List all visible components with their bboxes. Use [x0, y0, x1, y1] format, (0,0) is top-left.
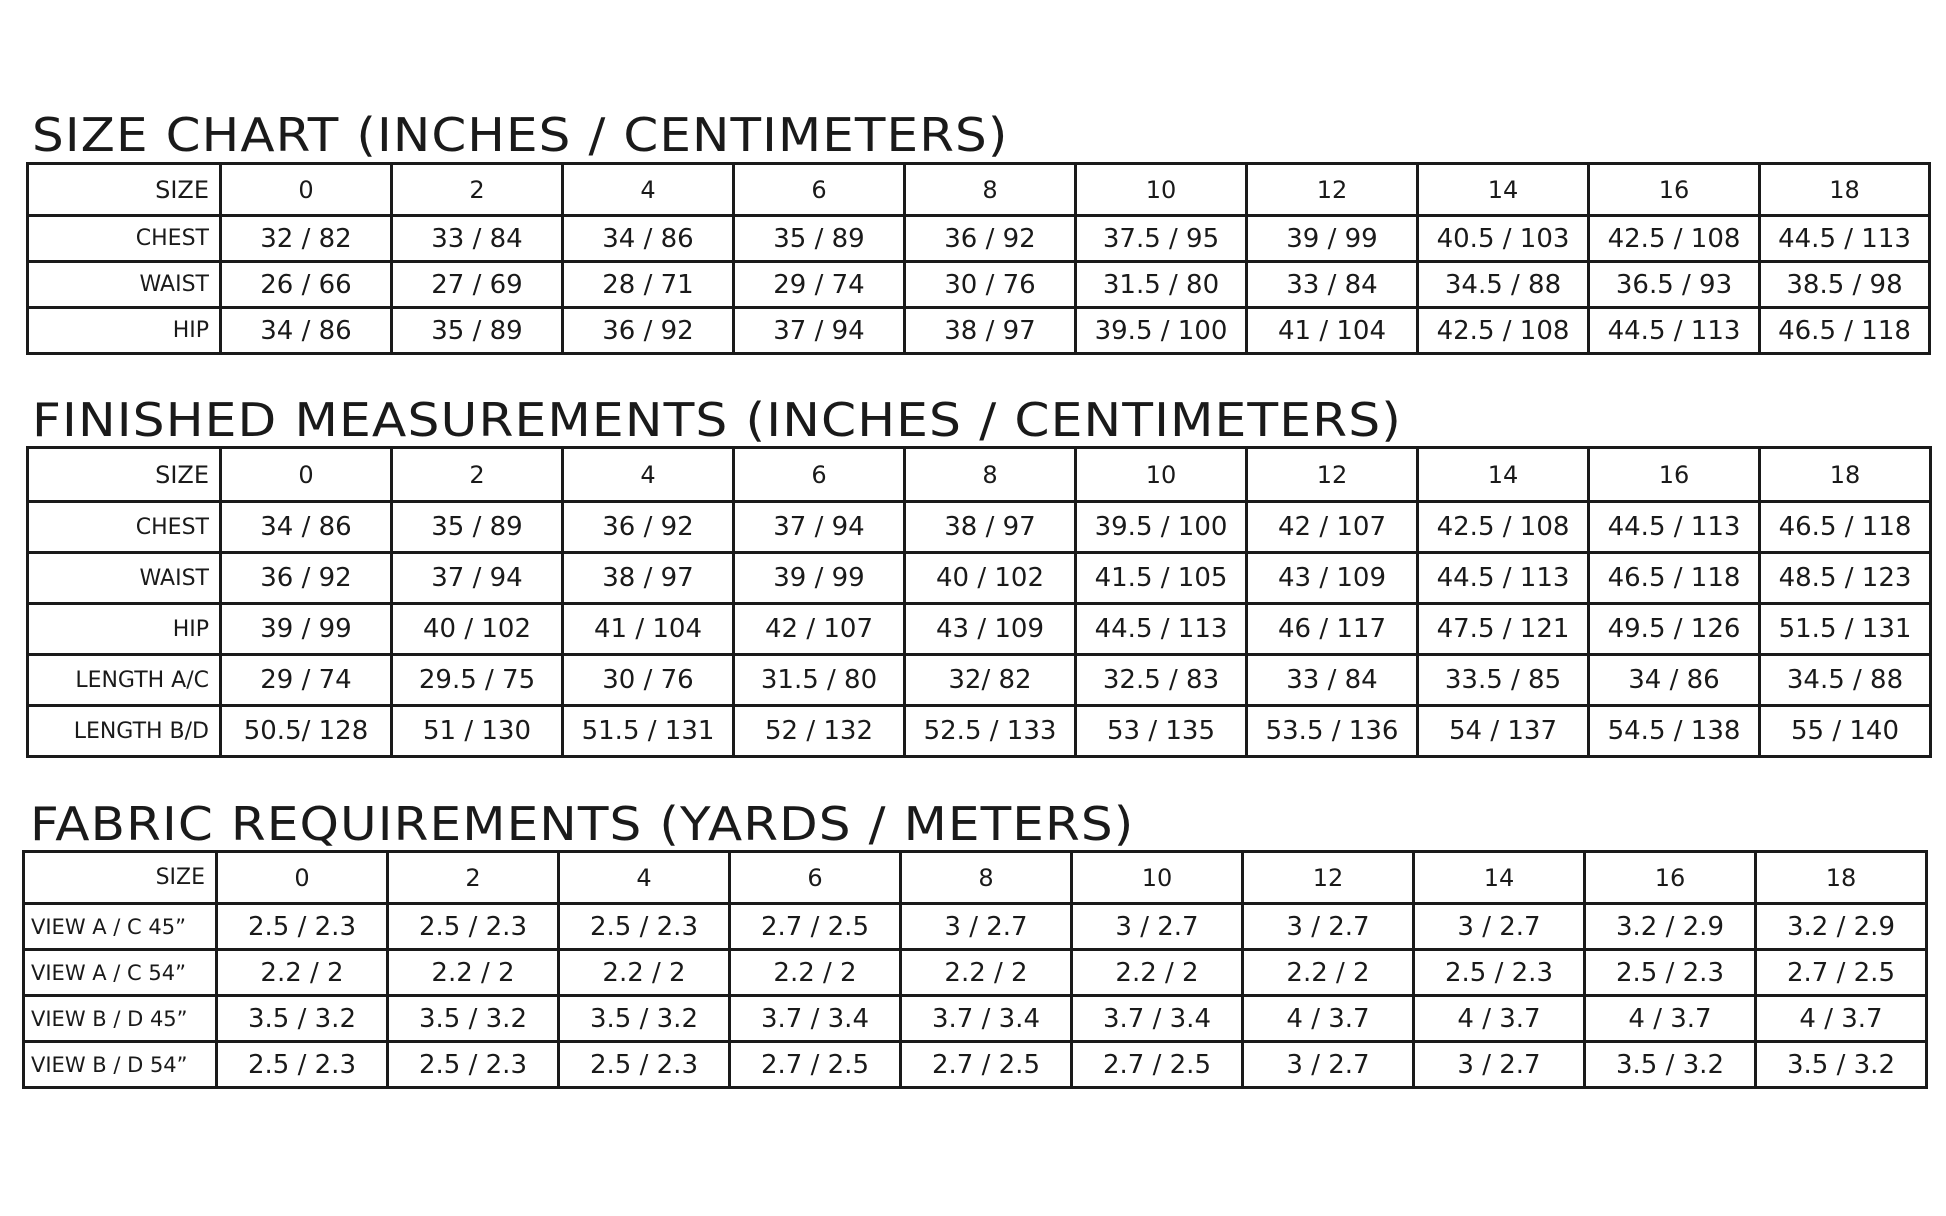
table-cell: 4 / 3.7 [1243, 996, 1414, 1042]
table-cell: 3 / 2.7 [1414, 1042, 1585, 1088]
table-cell: 44.5 / 113 [1589, 502, 1760, 553]
table-cell: 2.2 / 2 [559, 950, 730, 996]
table-cell: 34.5 / 88 [1760, 655, 1931, 706]
table-cell: 2.7 / 2.5 [1756, 950, 1927, 996]
table-cell: 41 / 104 [563, 604, 734, 655]
table-cell: 51.5 / 131 [1760, 604, 1931, 655]
table-cell: 2.7 / 2.5 [901, 1042, 1072, 1088]
table-cell: 48.5 / 123 [1760, 553, 1931, 604]
size-header: 0 [217, 852, 388, 904]
size-header: 16 [1589, 164, 1760, 216]
table-cell: 39 / 99 [1247, 216, 1418, 262]
size-header: 4 [559, 852, 730, 904]
table-row [28, 216, 1930, 262]
table-cell: 2.5 / 2.3 [388, 904, 559, 950]
table-cell: 3.5 / 3.2 [1585, 1042, 1756, 1088]
table-cell: 54.5 / 138 [1589, 706, 1760, 757]
table-cell: 44.5 / 113 [1589, 308, 1760, 354]
table-row [24, 950, 1927, 996]
table-cell: 53.5 / 136 [1247, 706, 1418, 757]
table-cell: 52 / 132 [734, 706, 905, 757]
table-cell: 46 / 117 [1247, 604, 1418, 655]
table-cell: 32 / 82 [221, 216, 392, 262]
table-cell: 4 / 3.7 [1585, 996, 1756, 1042]
table-cell: 36 / 92 [221, 553, 392, 604]
table-cell: 52.5 / 133 [905, 706, 1076, 757]
size-header-row [28, 164, 1930, 216]
size-header: 6 [734, 164, 905, 216]
row-label: CHEST [28, 216, 221, 262]
table-cell: 39 / 99 [734, 553, 905, 604]
size-chart-title: SIZE CHART (INCHES / CENTIMETERS) [32, 108, 1009, 162]
size-header: 18 [1760, 448, 1931, 502]
table-cell: 32/ 82 [905, 655, 1076, 706]
table-cell: 2.2 / 2 [217, 950, 388, 996]
table-cell: 3.7 / 3.4 [901, 996, 1072, 1042]
table-row [28, 655, 1931, 706]
table-cell: 2.5 / 2.3 [217, 1042, 388, 1088]
table-row [24, 996, 1927, 1042]
table-cell: 3 / 2.7 [901, 904, 1072, 950]
table-cell: 2.5 / 2.3 [1414, 950, 1585, 996]
size-chart-table [26, 162, 1931, 355]
size-header: 14 [1418, 164, 1589, 216]
table-cell: 2.2 / 2 [1072, 950, 1243, 996]
table-cell: 38 / 97 [563, 553, 734, 604]
size-header: 6 [730, 852, 901, 904]
table-cell: 38 / 97 [905, 502, 1076, 553]
table-cell: 30 / 76 [905, 262, 1076, 308]
table-cell: 40.5 / 103 [1418, 216, 1589, 262]
table-cell: 47.5 / 121 [1418, 604, 1589, 655]
table-cell: 40 / 102 [905, 553, 1076, 604]
table-row [28, 262, 1930, 308]
table-row [28, 604, 1931, 655]
table-cell: 42 / 107 [1247, 502, 1418, 553]
table-cell: 2.7 / 2.5 [730, 1042, 901, 1088]
table-cell: 34.5 / 88 [1418, 262, 1589, 308]
size-label: SIZE [28, 448, 221, 502]
table-cell: 33 / 84 [1247, 655, 1418, 706]
table-cell: 49.5 / 126 [1589, 604, 1760, 655]
row-label: LENGTH B/D [28, 706, 221, 757]
size-header: 8 [901, 852, 1072, 904]
row-label: VIEW B / D 54” [24, 1042, 217, 1088]
size-header: 10 [1076, 164, 1247, 216]
table-cell: 37 / 94 [734, 308, 905, 354]
table-cell: 2.2 / 2 [1243, 950, 1414, 996]
table-cell: 4 / 3.7 [1414, 996, 1585, 1042]
table-cell: 34 / 86 [221, 308, 392, 354]
table-cell: 37 / 94 [392, 553, 563, 604]
table-cell: 3 / 2.7 [1414, 904, 1585, 950]
table-cell: 30 / 76 [563, 655, 734, 706]
table-cell: 2.5 / 2.3 [388, 1042, 559, 1088]
size-header: 18 [1760, 164, 1930, 216]
size-header: 6 [734, 448, 905, 502]
row-label: VIEW A / C 54” [24, 950, 217, 996]
table-cell: 33.5 / 85 [1418, 655, 1589, 706]
table-row [28, 553, 1931, 604]
table-cell: 39.5 / 100 [1076, 502, 1247, 553]
row-label: WAIST [28, 553, 221, 604]
size-header: 12 [1247, 164, 1418, 216]
size-header: 2 [388, 852, 559, 904]
table-cell: 36 / 92 [563, 308, 734, 354]
table-cell: 29.5 / 75 [392, 655, 563, 706]
table-cell: 28 / 71 [563, 262, 734, 308]
table-cell: 37.5 / 95 [1076, 216, 1247, 262]
table-cell: 2.5 / 2.3 [217, 904, 388, 950]
row-label: VIEW A / C 45” [24, 904, 217, 950]
table-cell: 41.5 / 105 [1076, 553, 1247, 604]
table-cell: 42.5 / 108 [1418, 308, 1589, 354]
table-cell: 35 / 89 [392, 502, 563, 553]
table-row [28, 706, 1931, 757]
table-cell: 35 / 89 [734, 216, 905, 262]
table-cell: 3.2 / 2.9 [1585, 904, 1756, 950]
size-header: 4 [563, 164, 734, 216]
finished-measurements-title: FINISHED MEASUREMENTS (INCHES / CENTIMETERS) [32, 393, 1403, 447]
row-label: HIP [28, 604, 221, 655]
table-cell: 36 / 92 [905, 216, 1076, 262]
table-cell: 44.5 / 113 [1760, 216, 1930, 262]
table-cell: 3.5 / 3.2 [559, 996, 730, 1042]
size-header-row [24, 852, 1927, 904]
table-cell: 41 / 104 [1247, 308, 1418, 354]
size-header: 10 [1076, 448, 1247, 502]
table-cell: 2.7 / 2.5 [730, 904, 901, 950]
table-cell: 2.5 / 2.3 [559, 1042, 730, 1088]
table-cell: 2.2 / 2 [901, 950, 1072, 996]
table-cell: 42 / 107 [734, 604, 905, 655]
table-cell: 3.5 / 3.2 [388, 996, 559, 1042]
row-label: CHEST [28, 502, 221, 553]
table-cell: 31.5 / 80 [734, 655, 905, 706]
table-cell: 42.5 / 108 [1418, 502, 1589, 553]
table-cell: 53 / 135 [1076, 706, 1247, 757]
row-label: LENGTH A/C [28, 655, 221, 706]
size-header: 14 [1414, 852, 1585, 904]
size-header: 12 [1247, 448, 1418, 502]
table-cell: 3.5 / 3.2 [217, 996, 388, 1042]
table-cell: 3 / 2.7 [1243, 1042, 1414, 1088]
table-cell: 44.5 / 113 [1418, 553, 1589, 604]
table-cell: 34 / 86 [221, 502, 392, 553]
table-cell: 37 / 94 [734, 502, 905, 553]
table-cell: 51 / 130 [392, 706, 563, 757]
table-cell: 39 / 99 [221, 604, 392, 655]
size-header: 12 [1243, 852, 1414, 904]
table-cell: 38 / 97 [905, 308, 1076, 354]
table-row [28, 308, 1930, 354]
table-cell: 33 / 84 [392, 216, 563, 262]
table-cell: 3 / 2.7 [1243, 904, 1414, 950]
table-cell: 36 / 92 [563, 502, 734, 553]
fabric-requirements-table [22, 850, 1928, 1089]
size-header: 16 [1585, 852, 1756, 904]
table-cell: 3.5 / 3.2 [1756, 1042, 1927, 1088]
table-cell: 46.5 / 118 [1589, 553, 1760, 604]
table-cell: 46.5 / 118 [1760, 308, 1930, 354]
table-cell: 2.7 / 2.5 [1072, 1042, 1243, 1088]
row-label: HIP [28, 308, 221, 354]
table-cell: 39.5 / 100 [1076, 308, 1247, 354]
table-cell: 2.2 / 2 [730, 950, 901, 996]
table-cell: 44.5 / 113 [1076, 604, 1247, 655]
size-header: 4 [563, 448, 734, 502]
table-cell: 43 / 109 [905, 604, 1076, 655]
table-cell: 36.5 / 93 [1589, 262, 1760, 308]
table-cell: 33 / 84 [1247, 262, 1418, 308]
table-cell: 3.7 / 3.4 [730, 996, 901, 1042]
size-header: 2 [392, 448, 563, 502]
size-header: 10 [1072, 852, 1243, 904]
table-cell: 40 / 102 [392, 604, 563, 655]
size-header: 2 [392, 164, 563, 216]
table-cell: 3.2 / 2.9 [1756, 904, 1927, 950]
table-cell: 46.5 / 118 [1760, 502, 1931, 553]
table-cell: 2.2 / 2 [388, 950, 559, 996]
table-row [24, 1042, 1927, 1088]
table-cell: 54 / 137 [1418, 706, 1589, 757]
table-row [24, 904, 1927, 950]
size-header-row [28, 448, 1931, 502]
size-header: 18 [1756, 852, 1927, 904]
table-cell: 55 / 140 [1760, 706, 1931, 757]
table-cell: 35 / 89 [392, 308, 563, 354]
table-cell: 29 / 74 [734, 262, 905, 308]
size-header: 8 [905, 164, 1076, 216]
size-header: 14 [1418, 448, 1589, 502]
table-cell: 4 / 3.7 [1756, 996, 1927, 1042]
table-cell: 3.7 / 3.4 [1072, 996, 1243, 1042]
table-cell: 32.5 / 83 [1076, 655, 1247, 706]
table-cell: 42.5 / 108 [1589, 216, 1760, 262]
table-row [28, 502, 1931, 553]
table-cell: 50.5/ 128 [221, 706, 392, 757]
table-cell: 34 / 86 [563, 216, 734, 262]
table-cell: 38.5 / 98 [1760, 262, 1930, 308]
table-cell: 2.5 / 2.3 [1585, 950, 1756, 996]
table-cell: 31.5 / 80 [1076, 262, 1247, 308]
row-label: VIEW B / D 45” [24, 996, 217, 1042]
table-cell: 2.5 / 2.3 [559, 904, 730, 950]
table-cell: 3 / 2.7 [1072, 904, 1243, 950]
size-label: SIZE [24, 852, 217, 904]
size-header: 0 [221, 164, 392, 216]
table-cell: 51.5 / 131 [563, 706, 734, 757]
table-cell: 27 / 69 [392, 262, 563, 308]
size-header: 16 [1589, 448, 1760, 502]
size-label: SIZE [28, 164, 221, 216]
table-cell: 26 / 66 [221, 262, 392, 308]
size-header: 0 [221, 448, 392, 502]
fabric-requirements-title: FABRIC REQUIREMENTS (YARDS / METERS) [30, 797, 1135, 851]
row-label: WAIST [28, 262, 221, 308]
size-header: 8 [905, 448, 1076, 502]
table-cell: 34 / 86 [1589, 655, 1760, 706]
finished-measurements-table [26, 446, 1932, 758]
table-cell: 43 / 109 [1247, 553, 1418, 604]
table-cell: 29 / 74 [221, 655, 392, 706]
